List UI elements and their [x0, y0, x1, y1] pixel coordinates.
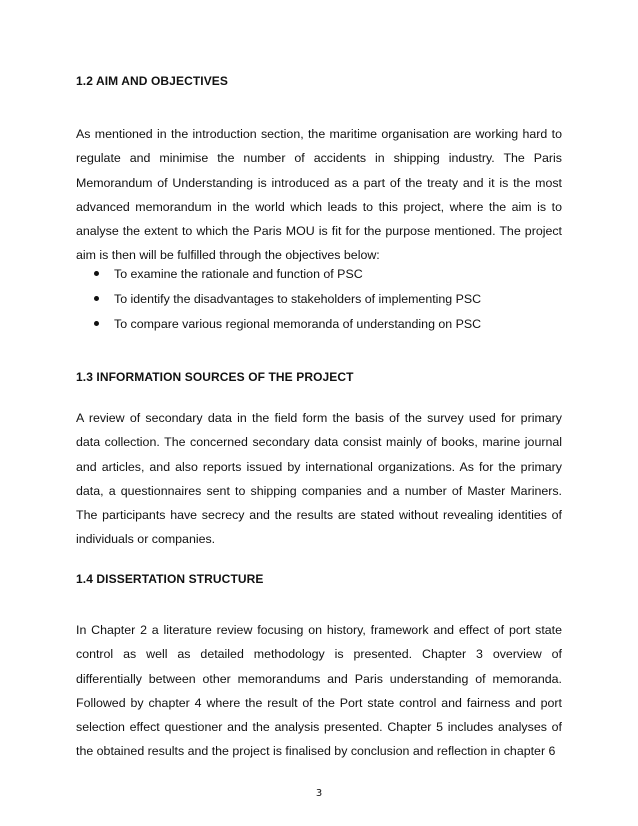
list-item: [92, 316, 481, 341]
section-heading-aim-objectives: 1.2 AIM AND OBJECTIVES: [76, 74, 229, 88]
paragraph-line: control as well as detailed methodology is presented. Chapter 3 overview of: [76, 647, 562, 662]
paragraph-line: The participants have secrecy and the results are stated without revealing identities of: [76, 508, 562, 523]
dissertation-structure-paragraph: [76, 618, 562, 764]
paragraph-line: the obtained results and the project is finalised by conclusion and reflection in chapter 6: [76, 744, 556, 759]
bullet-icon: [94, 321, 99, 326]
paragraph-line: Followed by chapter 4 where the result of the Port state control and fairness and port: [76, 695, 562, 710]
paragraph-line: In Chapter 2 a literature review focusing on history, framework and effect of port state: [76, 623, 562, 637]
paragraph-line: differentially between other memorandums and Paris understanding of memoranda.: [76, 671, 562, 686]
paragraph-line: As mentioned in the introduction section, the maritime organisation are working hard to: [76, 127, 562, 141]
paragraph-line: individuals or companies.: [76, 532, 216, 547]
aim-paragraph: [76, 122, 562, 268]
paragraph-line: analyse the extent to which the Paris MOU is fit for the purpose mentioned. The project: [76, 224, 562, 239]
paragraph-line: regulate and minimise the number of accidents in shipping industry. The Paris: [76, 151, 562, 166]
page-number: 3: [315, 788, 323, 799]
section-heading-dissertation-structure: 1.4 DISSERTATION STRUCTURE: [76, 572, 264, 586]
objective-text: To compare various regional memoranda of understanding on PSC: [114, 317, 482, 331]
paragraph-line: A review of secondary data in the field form the basis of the survey used for primary: [76, 411, 562, 425]
paragraph-line: advanced memorandum in the world which leads to this project, where the aim is to: [76, 199, 562, 214]
paragraph-line: selection effect questioner and the analysis presented. Chapter 5 includes analyses of: [76, 720, 562, 735]
section-heading-information-sources: 1.3 INFORMATION SOURCES OF THE PROJECT: [76, 370, 354, 384]
paragraph-line: data collection. The concerned secondary data consist mainly of books, marine journal: [76, 435, 562, 450]
bullet-icon: [94, 296, 99, 301]
objective-text: To identify the disadvantages to stakeholders of implementing PSC: [114, 292, 482, 306]
paragraph-line: Memorandum of Understanding is introduced as a part of the treaty and it is the most: [76, 175, 562, 190]
objective-text: To examine the rationale and function of PSC: [114, 267, 363, 281]
paragraph-line: aim is then will be fulfilled through the objectives below:: [76, 248, 380, 263]
objectives-list: [92, 266, 481, 341]
list-item: [92, 291, 481, 316]
bullet-icon: [94, 271, 99, 276]
paragraph-line: data, a questionnaires sent to shipping companies and a number of Master Mariners.: [76, 483, 562, 498]
information-sources-paragraph: [76, 406, 562, 552]
list-item: [92, 266, 481, 291]
paragraph-line: and articles, and also reports issued by international organizations. As for the primary: [76, 459, 562, 474]
